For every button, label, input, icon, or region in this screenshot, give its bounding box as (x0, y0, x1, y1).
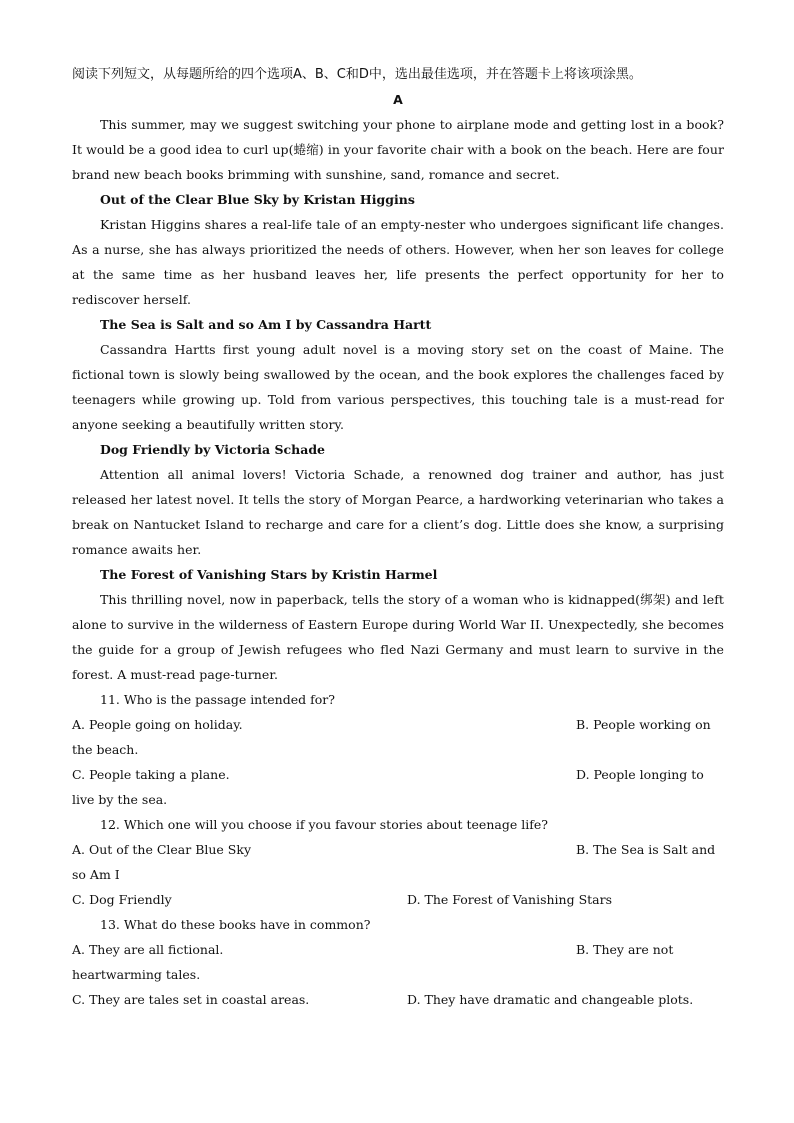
exam-page (72, 62, 724, 1012)
book-title: The Forest of Vanishing Stars by Kristin Harmel (100, 567, 438, 582)
option-a: A. Out of the Clear Blue Sky (72, 842, 252, 857)
book-entry (72, 187, 724, 312)
option-b-continued: heartwarming tales. (72, 967, 201, 982)
intro-paragraph: This summer, may we suggest switching your phone to airplane mode and getting lost in a book?It would be a good idea to curl up(蜷缩) in your favorite chair with a book on the beach. Here are four brand new beach books brimming with sunshine, sand, romance and secret. (72, 117, 724, 182)
option-b-continued: so Am I (72, 867, 120, 882)
option-d: D. People longing to (576, 767, 704, 782)
book-title: The Sea is Salt and so Am I by Cassandra Hartt (100, 317, 432, 332)
question-11-options-row-1 (72, 712, 724, 737)
option-c: C. Dog Friendly (72, 892, 172, 907)
book-title: Dog Friendly by Victoria Schade (100, 442, 326, 457)
book-entry (72, 437, 724, 562)
option-c: C. People taking a plane. (72, 767, 230, 782)
question-13-options-row-1 (72, 937, 724, 962)
book-description: Cassandra Hartts first young adult novel is a moving story set on the coast of Maine. The fictional town is slowly being swallowed by the ocean, and the book explores the challenges faced by teenagers while growing up. Told from various perspectives, this touching tale is a must-read for anyone seeking a beautifully written story. (72, 342, 724, 432)
option-b-continued: the beach. (72, 742, 139, 757)
question-13-options-row-2 (72, 987, 724, 1012)
instruction-text: 阅读下列短文，从每题所给的四个选项A、B、C和D中，选出最佳选项，并在答题卡上将该项涂黑。 (72, 67, 642, 82)
section-letter: A (393, 92, 403, 107)
option-d: D. They have dramatic and changeable plots. (407, 992, 694, 1007)
book-entry (72, 312, 724, 437)
question-12-stem: 12. Which one will you choose if you favour stories about teenage life? (100, 817, 548, 832)
option-d-continued: live by the sea. (72, 792, 168, 807)
option-b: B. People working on (576, 717, 711, 732)
option-a: A. They are all fictional. (72, 942, 224, 957)
option-b: B. The Sea is Salt and (576, 842, 716, 857)
question-11-options-row-2 (72, 762, 724, 787)
book-description: This thrilling novel, now in paperback, tells the story of a woman who is kidnapped(绑架) and left alone to survive in the wilderness of Eastern Europe during World War II. Unexpectedly, she becomes the guide for a group of Jewish refugees who fled Nazi Germany and must learn to survive in the forest. A must-read page-turner. (72, 592, 724, 682)
option-a: A. People going on holiday. (72, 717, 243, 732)
question-12-options-row-2 (72, 887, 724, 912)
option-d: D. The Forest of Vanishing Stars (407, 892, 613, 907)
question-13-stem: 13. What do these books have in common? (100, 917, 371, 932)
option-c: C. They are tales set in coastal areas. (72, 992, 310, 1007)
option-b: B. They are not (576, 942, 674, 957)
book-description: Kristan Higgins shares a real-life tale of an empty-nester who undergoes significant life changes. As a nurse, she has always prioritized the needs of others. However, when her son leaves for college at the same time as her husband leaves her, life presents the perfect opportunity for her to rediscover herself. (72, 217, 724, 307)
book-entry (72, 562, 724, 687)
question-11-stem: 11. Who is the passage intended for? (100, 692, 335, 707)
book-description: Attention all animal lovers! Victoria Schade, a renowned dog trainer and author, has just released her latest novel. It tells the story of Morgan Pearce, a hardworking veterinarian who takes a break on Nantucket Island to recharge and care for a client’s dog. Little does she know, a surprising romance awaits her. (72, 467, 724, 557)
question-12-options-row-1 (72, 837, 724, 862)
book-title: Out of the Clear Blue Sky by Kristan Higgins (100, 192, 415, 207)
